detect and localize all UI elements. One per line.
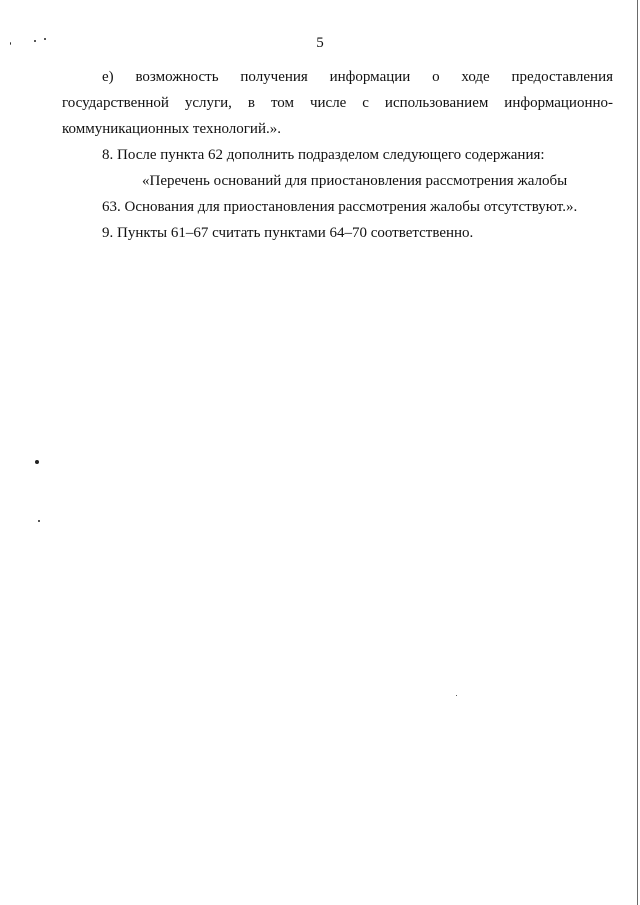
paragraph-item-63: 63. Основания для приостановления рассмотрения жалобы отсутствуют.». <box>102 199 578 215</box>
paragraph-item-e: е) возможность получения информации о ходе предоставления государственной услуги, в том числе с использованием информационно-коммуникационных технологий.». <box>62 69 613 137</box>
scan-edge-line <box>637 0 638 905</box>
page-number: 5 <box>316 35 324 51</box>
subsection-title: «Перечень оснований для приостановления рассмотрения жалобы <box>142 173 568 189</box>
paragraph-item-8: 8. После пункта 62 дополнить подразделом следующего содержания: <box>102 147 545 163</box>
scan-mark <box>456 695 457 696</box>
document-body <box>62 64 613 246</box>
paragraph-item-9: 9. Пункты 61–67 считать пунктами 64–70 соответственно. <box>102 225 474 241</box>
scan-mark <box>35 460 39 464</box>
scan-mark <box>38 520 40 522</box>
